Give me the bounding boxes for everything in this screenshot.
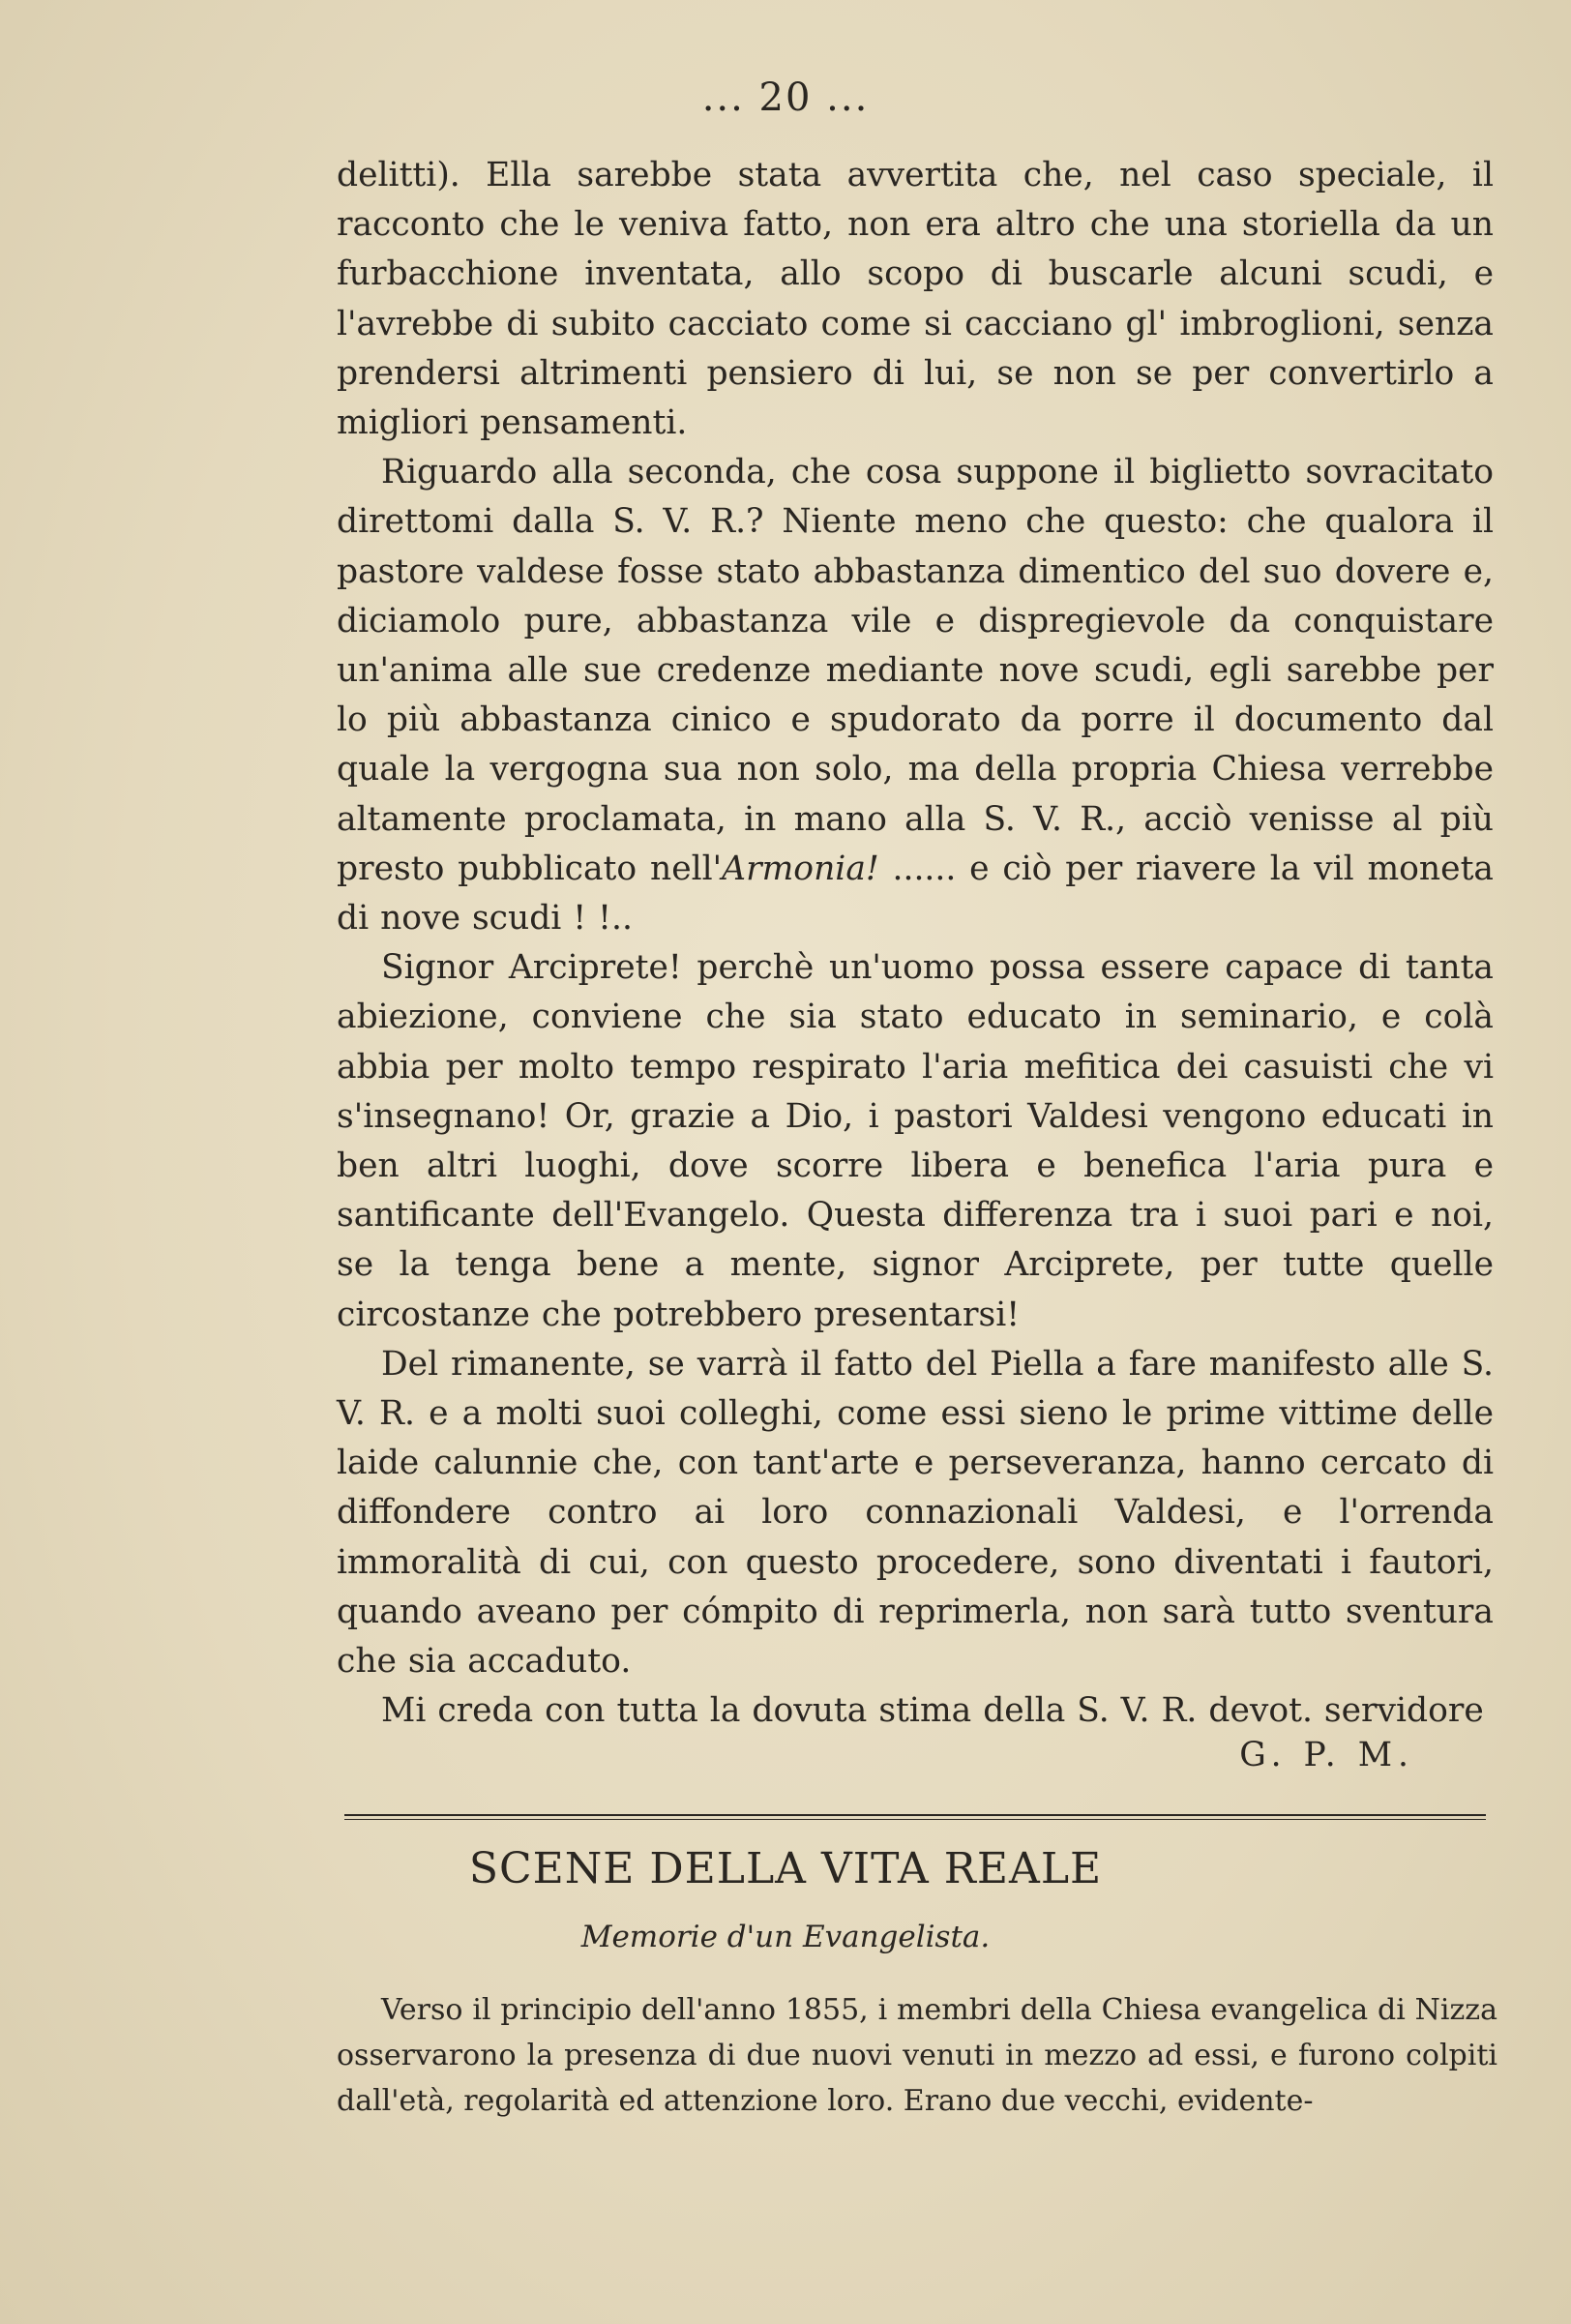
paragraph: delitti). Ella sarebbe stata avvertita che, nel caso speciale, il racconto che le veniva fatto, non era altro che una storiella da un furbacchione inventata, allo scopo di buscarle alcuni scudi, e l'avrebbe di subito cacciato come si cacciano gl' imbroglioni, senza prendersi altrimenti pensiero di lui, se non se per convertirlo a migliori pensamenti.	[337, 156, 1494, 443]
paragraph	[337, 448, 1494, 943]
page-number: ... 20 ...	[701, 75, 870, 120]
section-body	[337, 1987, 1497, 2124]
paragraph-text: ...... e ciò per riavere la vil moneta di nove scudi ! !..	[337, 849, 1494, 939]
closing-line: Mi creda con tutta la dovuta stima della S. V. R. devot. servidore	[381, 1691, 1484, 1731]
paragraph-text: Riguardo alla seconda, che cosa suppone il biglietto sovracitato direttomi dalla S. V. R.? Niente meno che questo: che qualora il pastore valdese fosse stato abbastanza dimentico del suo dovere e, diciamolo pure, abbastanza vile e dispregievole da conquistare un'anima alle sue credenze mediante nove scudi, egli sarebbe per lo più abbastanza cinico e spudorato da porre il documento dal quale la vergogna sua non solo, ma della propria Chiesa verrebbe altamente proclamata, in mano alla S. V. R., acciò venisse al più presto pubblicato nell'	[337, 453, 1494, 888]
section-subtitle: Memorie d'un Evangelista.	[580, 1920, 991, 1954]
paragraph: Verso il principio dell'anno 1855, i membri della Chiesa evangelica di Nizza osservarono la presenza di due nuovi venuti in mezzo ad essi, e furono colpiti dall'età, regolarità ed attenzione loro. Erano due vecchi, evidente-	[337, 1993, 1497, 2118]
paragraph: Signor Arciprete! perchè un'uomo possa essere capace di tanta abiezione, conviene che sia stato educato in seminario, e colà abbia per molto tempo respirato l'aria mefitica dei casuisti che vi s'insegnano! Or, grazie a Dio, i pastori Valdesi vengono educati in ben altri luoghi, dove scorre libera e benefica l'aria pura e santificante dell'Evangelo. Questa differenza tra i suoi pari e noi, se la tenga bene a mente, signor Arciprete, per tutte quelle circostanze che potrebbero presentarsi!	[337, 948, 1494, 1334]
section-title: SCENE DELLA VITA REALE	[468, 1844, 1103, 1893]
letter-body	[337, 151, 1494, 1737]
signature: G. P. M.	[1239, 1736, 1414, 1774]
paragraph: Del rimanente, se varrà il fatto del Piella a fare manifesto alle S. V. R. e a molti suoi colleghi, come essi sieno le prime vittime delle laide calunnie che, con tant'arte e perseveranza, hanno cercato di diffondere contro ai loro connazionali Valdesi, e l'orrenda immoralità di cui, con questo procedere, sono diventati i fautori, quando aveano per cómpito di reprimerla, non sarà tutto sventura che sia accaduto.	[337, 1344, 1494, 1682]
section-divider	[344, 1814, 1486, 1820]
italic-title: Armonia!	[722, 849, 879, 888]
